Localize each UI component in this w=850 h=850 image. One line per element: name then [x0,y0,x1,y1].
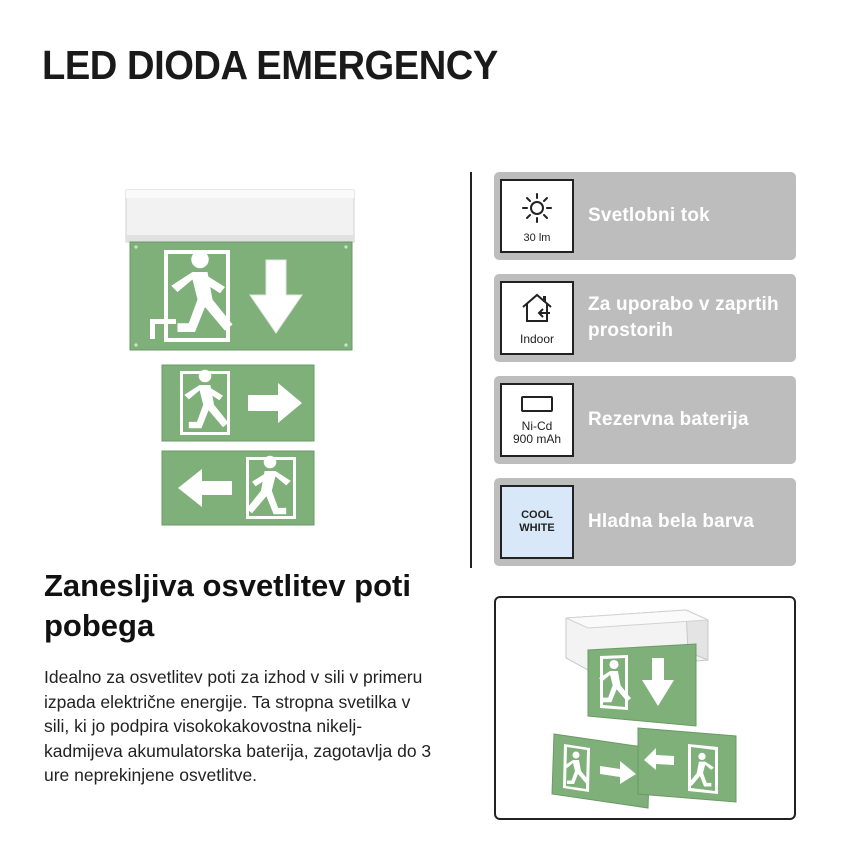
divider [470,172,472,568]
product-photo [496,598,794,818]
feature-luminous-flux [494,172,796,260]
cool-white-swatch [500,485,574,559]
feature-label: Hladna bela barva [588,511,755,532]
exit-sign-left [162,451,314,525]
photo-sign-right [552,734,650,808]
feature-caption-line1: Ni-Cd [521,419,553,433]
feature-icon-box [500,281,574,355]
page-title: LED DIODA EMERGENCY [42,42,498,88]
battery-icon [520,394,554,414]
feature-label: Svetlobni tok [588,205,710,226]
feature-color-temp [494,478,796,566]
sun-icon [521,192,553,224]
indoor-house-icon [520,291,554,325]
ceiling-housing [126,190,354,242]
feature-icon-box [500,179,574,253]
feature-caption: 30 lm [523,231,551,244]
product-photo-frame [494,596,796,820]
feature-label: Za uporabo v zaprtih prostorih [588,294,779,341]
description-text: Idealno za osvetlitev poti za izhod v sili v primeru izpada električne energije. Ta stropna svetilka v sili, ki jo podpira visokokakovostna nikelj-kadmijeva akumulatorska baterija, zagotavlja do 3 ure neprekinjene osvetlitve. [44,667,432,785]
photo-sign-down [588,644,696,726]
section-heading: Zanesljiva osvetlitev poti pobega [44,568,411,643]
feature-caption-line1: COOL [521,509,553,521]
feature-battery [494,376,796,464]
feature-caption: Indoor [519,331,555,346]
feature-icon-box [500,383,574,457]
product-illustration [120,185,360,530]
feature-caption-line2: WHITE [519,522,555,534]
feature-caption-line2: 900 mAh [512,432,562,446]
photo-sign-left [638,728,736,802]
exit-sign-down [130,242,352,350]
exit-sign-right [162,365,314,441]
feature-label: Rezervna baterija [588,409,749,430]
feature-indoor [494,274,796,362]
